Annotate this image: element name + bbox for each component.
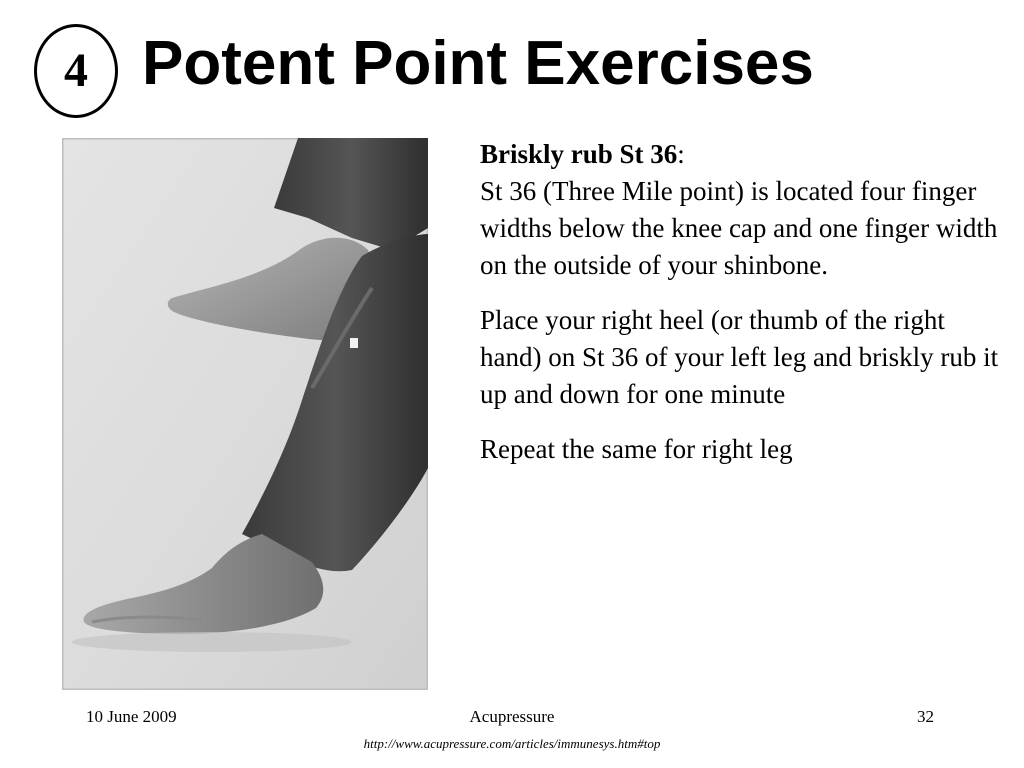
footer-date: 10 June 2009 [86, 707, 177, 726]
location-text: St 36 (Three Mile point) is located four finger widths below the knee cap and one finger width on the outside of your shinbone. [480, 176, 998, 280]
footer-page-number: 32 [917, 707, 934, 726]
instruction-paragraph: Place your right heel (or thumb of the right hand) on St 36 of your left leg and briskly rub it up and down for one minute [480, 305, 999, 409]
step-number-badge [34, 24, 118, 118]
location-paragraph [480, 136, 1010, 284]
repeat-paragraph: Repeat the same for right leg [480, 434, 793, 464]
exercise-heading-suffix: : [677, 139, 685, 169]
footer-title: Acupressure [469, 707, 555, 726]
slide-title: Potent Point Exercises [142, 29, 814, 98]
step-number: 4 [64, 44, 88, 97]
footer-source-link[interactable]: http://www.acupressure.com/articles/immunesys.htm#top [363, 736, 661, 751]
foot-rubbing-leg-photo-icon [62, 138, 428, 690]
exercise-photo [62, 138, 428, 690]
exercise-heading: Briskly rub St 36 [480, 139, 678, 169]
instruction-text-block [480, 136, 1010, 486]
